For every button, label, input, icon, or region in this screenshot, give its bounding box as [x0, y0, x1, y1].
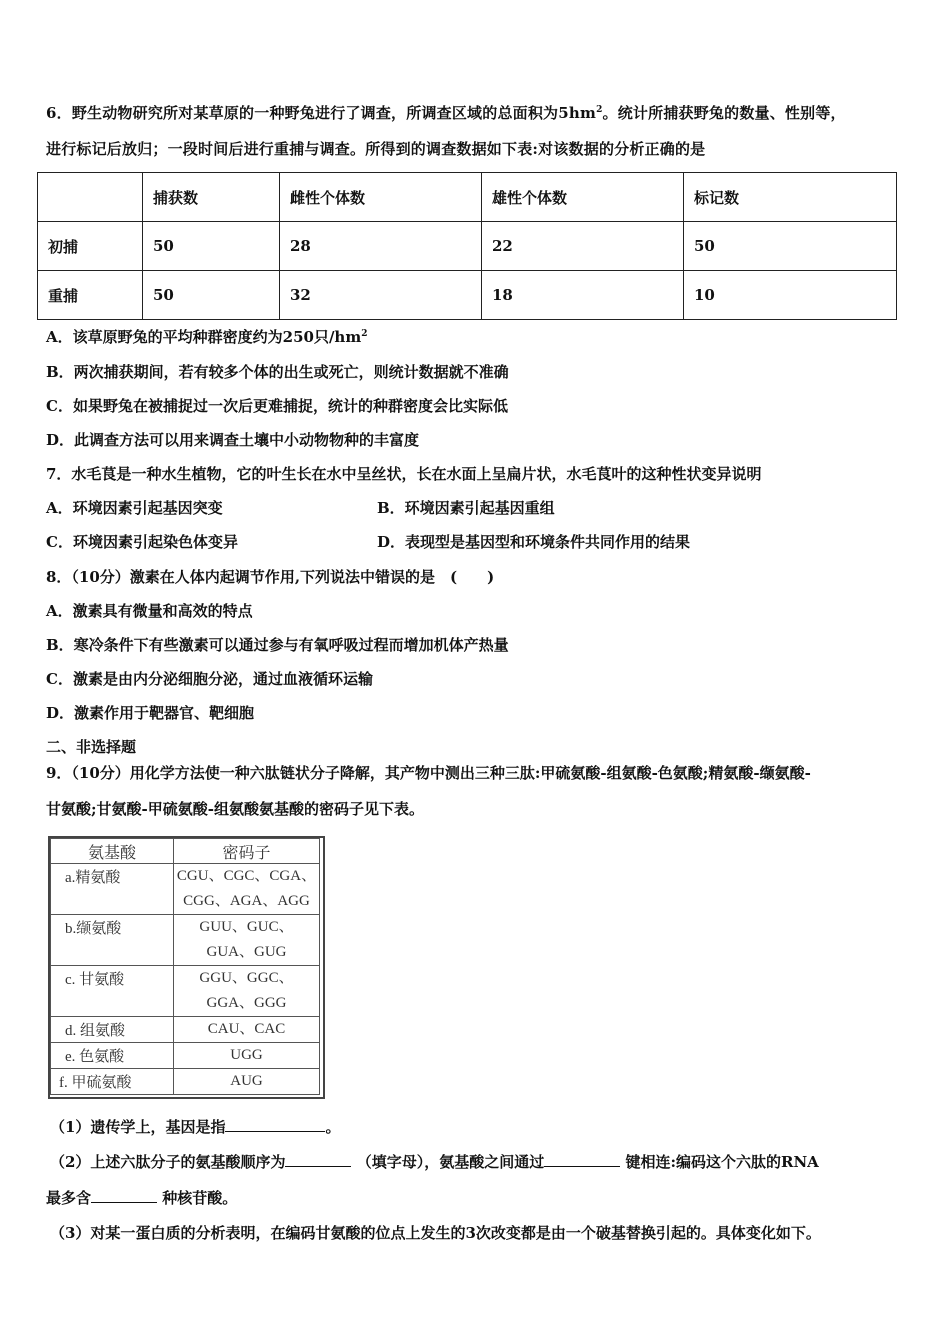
q6-option-a: A．该草原野兔的平均种群密度约为250只$/hm^2$	[46, 328, 368, 346]
q7-option-a: A．环境因素引起基因突变	[46, 499, 223, 517]
table-header-row	[38, 173, 897, 222]
codon-cell: GGU、GGC、 GGA、GGG	[174, 966, 320, 1017]
q7-option-b: B．环境因素引起基因重组	[377, 499, 555, 517]
q8-option-a: A．激素具有微量和高效的特点	[46, 602, 253, 620]
q6-stem-line2: 进行标记后放归；一段时间后进行重捕与调查。所得到的调查数据如下表:对该数据的分析正确的是	[46, 140, 706, 158]
codon-header-codon: 密码子	[174, 839, 320, 864]
table-row	[51, 915, 320, 966]
q6-option-c: C．如果野兔在被捕捉过一次后更难捕捉，统计的种群密度会比实际低	[46, 397, 508, 415]
amino-acid-cell: f. 甲硫氨酸	[51, 1069, 174, 1095]
table-row	[38, 222, 897, 271]
q8-option-d: D．激素作用于靶器官、靶细胞	[46, 704, 255, 722]
table-row	[38, 271, 897, 320]
table-row	[51, 966, 320, 1017]
codon-cell: UGG	[174, 1043, 320, 1069]
q9-stem-line1: 9．（10分）用化学方法使一种六肽链状分子降解，其产物中测出三种三肽:甲硫氨酸-组氨酸-色氨酸;精氨酸-缬氨酸-	[46, 764, 811, 782]
amino-acid-cell: b.缬氨酸	[51, 915, 174, 966]
q8-stem: 8．（10分）激素在人体内起调节作用,下列说法中错误的是 ( )	[46, 568, 495, 586]
q9-part3: （3）对某一蛋白质的分析表明，在编码甘氨酸的位点上发生的3次改变都是由一个破基替换引起的。具体变化如下。	[50, 1224, 821, 1242]
table-cell: 22	[482, 222, 684, 271]
table-cell: 捕获数	[143, 173, 280, 222]
table-row	[51, 1069, 320, 1095]
section-heading: 二、非选择题	[46, 738, 137, 756]
table-cell: 32	[280, 271, 482, 320]
answer-blank[interactable]	[544, 1152, 620, 1167]
table-cell: 雌性个体数	[280, 173, 482, 222]
q6-stem-line1: 6．野生动物研究所对某草原的一种野兔进行了调查，所调查区域的总面积为$5hm^2$。统计所捕获野兔的数量、性别等，	[46, 104, 846, 122]
q8-option-c: C．激素是由内分泌细胞分泌，通过血液循环运输	[46, 670, 373, 688]
answer-blank[interactable]	[225, 1117, 325, 1132]
table-cell: 28	[280, 222, 482, 271]
q8-option-b: B．寒冷条件下有些激素可以通过参与有氧呼吸过程而增加机体产热量	[46, 636, 509, 654]
table-cell: 10	[684, 271, 897, 320]
amino-acid-cell: c. 甘氨酸	[51, 966, 174, 1017]
codon-header-amino-acid: 氨基酸	[51, 839, 174, 864]
q7-option-c: C．环境因素引起染色体变异	[46, 533, 238, 551]
table-cell: 18	[482, 271, 684, 320]
table-cell: 50	[143, 271, 280, 320]
table-cell: 标记数	[684, 173, 897, 222]
amino-acid-cell: d. 组氨酸	[51, 1017, 174, 1043]
q9-stem-line2: 甘氨酸;甘氨酸-甲硫氨酸-组氨酸氨基酸的密码子见下表。	[46, 800, 424, 818]
table-cell	[38, 173, 143, 222]
table-cell: 50	[143, 222, 280, 271]
q7-stem: 7．水毛茛是一种水生植物，它的叶生长在水中呈丝状，长在水面上呈扁片状，水毛茛叶的这种性状变异说明	[46, 465, 762, 483]
q9-part2: （2）上述六肽分子的氨基酸顺序为 （填字母），氨基酸之间通过 键相连:编码这个六肽的RNA	[50, 1153, 819, 1171]
answer-blank[interactable]	[285, 1152, 351, 1167]
q9-part2-cont: 最多含 种核苷酸。	[46, 1189, 238, 1207]
table-cell: 雄性个体数	[482, 173, 684, 222]
q7-option-d: D．表现型是基因型和环境条件共同作用的结果	[377, 533, 691, 551]
capture-data-table	[37, 172, 897, 320]
table-row	[51, 864, 320, 915]
table-row	[51, 1017, 320, 1043]
table-cell: 50	[684, 222, 897, 271]
table-row	[51, 1043, 320, 1069]
q6-option-d: D．此调查方法可以用来调查土壤中小动物物种的丰富度	[46, 431, 420, 449]
amino-acid-cell: e. 色氨酸	[51, 1043, 174, 1069]
codon-cell: CAU、CAC	[174, 1017, 320, 1043]
q9-part1: （1）遗传学上，基因是指 。	[50, 1118, 341, 1136]
codon-table	[50, 838, 320, 1094]
codon-table-header	[51, 839, 320, 864]
answer-blank[interactable]	[91, 1188, 157, 1203]
table-cell: 重捕	[38, 271, 143, 320]
codon-cell: GUU、GUC、 GUA、GUG	[174, 915, 320, 966]
amino-acid-cell: a.精氨酸	[51, 864, 174, 915]
codon-cell: CGU、CGC、CGA、 CGG、AGA、AGG	[174, 864, 320, 915]
codon-cell: AUG	[174, 1069, 320, 1095]
q6-option-b: B．两次捕获期间，若有较多个体的出生或死亡，则统计数据就不准确	[46, 363, 509, 381]
table-cell: 初捕	[38, 222, 143, 271]
